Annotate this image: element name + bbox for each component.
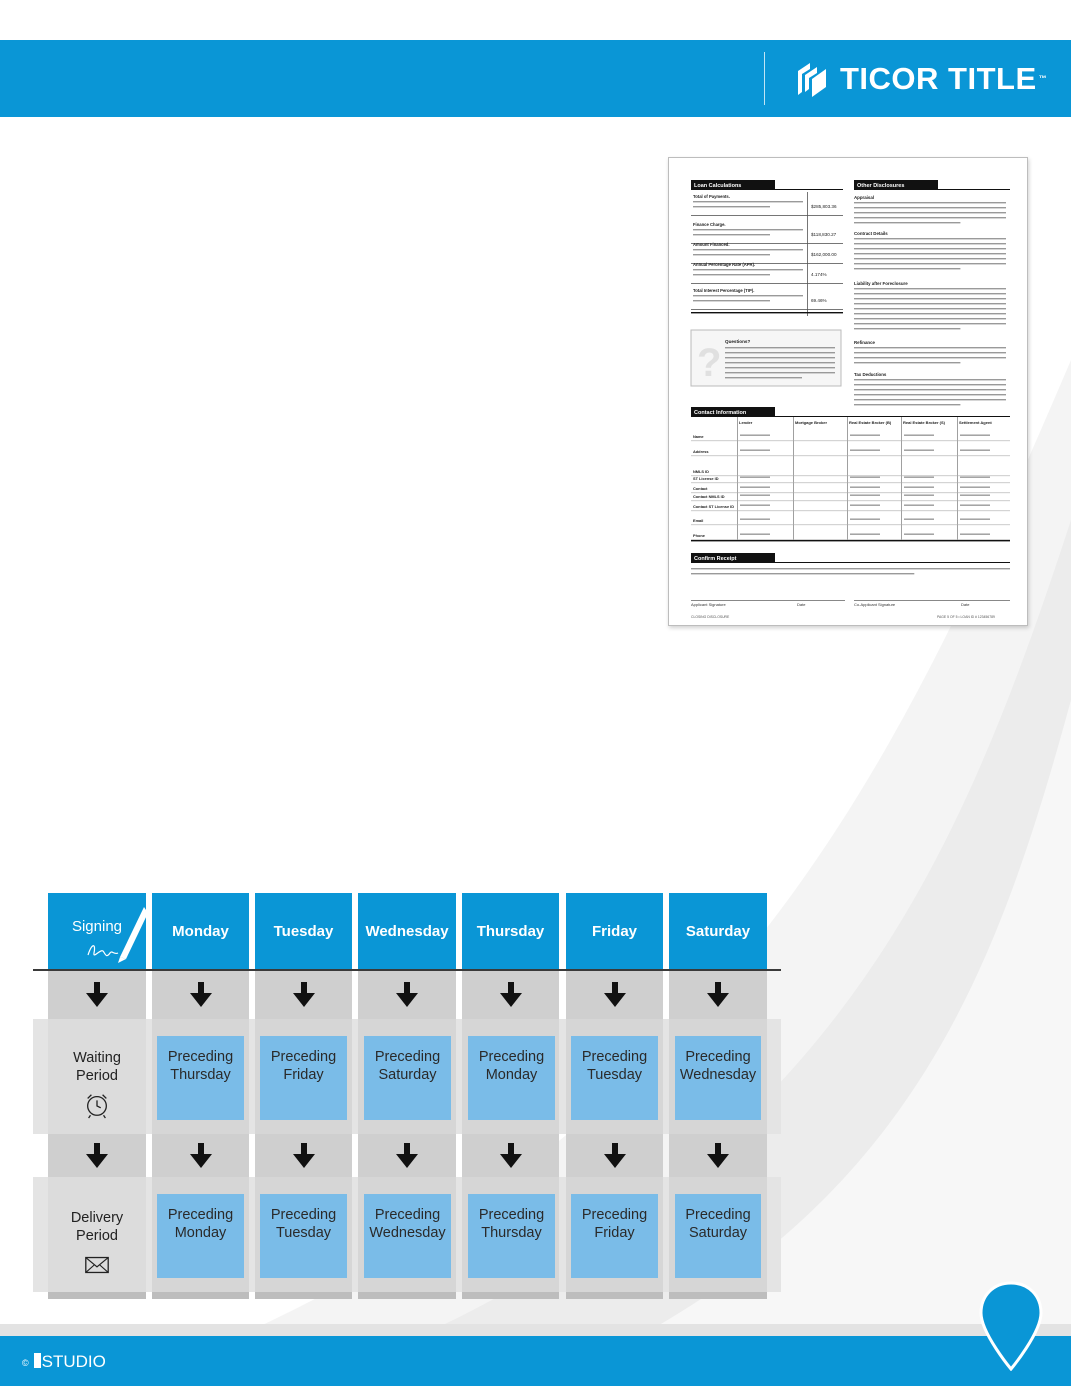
loan-row-label: Total Interest Percentage (TIP). bbox=[693, 288, 755, 293]
arrow-cell-0-1 bbox=[152, 971, 249, 1019]
arrow-cell-0-0 bbox=[48, 971, 146, 1019]
form-footer-right: PAGE 5 OF 5 • LOAN ID # 123456789 bbox=[937, 615, 995, 619]
box-line: Preceding bbox=[478, 1049, 545, 1065]
arrow-cell-1-1 bbox=[152, 1134, 249, 1177]
loan-row-value: 4.174% bbox=[811, 272, 827, 277]
column-foot-5 bbox=[566, 1292, 663, 1299]
waiting-box bbox=[468, 1036, 555, 1120]
column-foot-0 bbox=[48, 1292, 146, 1299]
header-label: Tuesday bbox=[273, 923, 334, 940]
contact-column-header: Real Estate Broker (B) bbox=[849, 420, 892, 425]
header-tuesday bbox=[255, 893, 352, 970]
contact-row-label: Contact NMLS ID bbox=[693, 494, 725, 499]
contact-information-title: Contact Information bbox=[694, 410, 747, 416]
delivery-label-line: Period bbox=[76, 1228, 118, 1244]
down-arrow-icon bbox=[707, 982, 729, 1008]
contact-row-label: Contact ST License ID bbox=[693, 504, 735, 509]
contact-row-label: Email bbox=[693, 518, 704, 523]
waiting-label-line: Period bbox=[76, 1068, 118, 1084]
header-label: Friday bbox=[591, 923, 637, 940]
down-arrow-icon bbox=[396, 982, 418, 1008]
delivery-box bbox=[468, 1194, 555, 1278]
box-line: Monday bbox=[485, 1067, 538, 1083]
box-line: Preceding bbox=[270, 1207, 337, 1223]
contact-row-label: Address bbox=[693, 449, 709, 454]
envelope-icon bbox=[83, 1251, 111, 1279]
delivery-label-line: Delivery bbox=[70, 1210, 124, 1226]
box-line: Preceding bbox=[478, 1207, 545, 1223]
loan-row-label: Annual Percentage Rate (APR). bbox=[693, 262, 756, 267]
loan-row-label: Amount Financed. bbox=[693, 242, 730, 247]
box-line: Wednesday bbox=[679, 1067, 757, 1083]
header-thursday bbox=[462, 893, 559, 970]
waiting-label-line: Waiting bbox=[73, 1050, 121, 1066]
box-line: Thursday bbox=[481, 1225, 542, 1241]
box-line: Preceding bbox=[685, 1049, 751, 1065]
waiting-box bbox=[260, 1036, 347, 1120]
contact-row-label: NMLS ID bbox=[693, 469, 709, 474]
column-foot-6 bbox=[669, 1292, 767, 1299]
delivery-box-text bbox=[479, 1206, 544, 1242]
down-arrow-icon bbox=[86, 982, 108, 1008]
loan-row-value: $285,803.36 bbox=[811, 204, 837, 209]
applicant-signature-label: Applicant Signature bbox=[691, 602, 726, 607]
header-label: Signing bbox=[71, 918, 123, 935]
box-line: Saturday bbox=[378, 1067, 437, 1083]
disclosure-heading: Refinance bbox=[854, 340, 875, 345]
down-arrow-icon bbox=[707, 1143, 729, 1169]
studio-mark-icon bbox=[34, 1353, 41, 1368]
down-arrow-icon bbox=[190, 1143, 212, 1169]
contact-row-label: Name bbox=[693, 434, 704, 439]
box-line: Preceding bbox=[581, 1049, 648, 1065]
arrow-cell-1-6 bbox=[669, 1134, 767, 1177]
arrow-cell-0-3 bbox=[358, 971, 456, 1019]
box-line: Friday bbox=[594, 1225, 635, 1241]
waiting-box bbox=[571, 1036, 658, 1120]
delivery-box-text bbox=[168, 1206, 233, 1242]
loan-calculations-title: Loan Calculations bbox=[694, 183, 742, 189]
header-label: Thursday bbox=[476, 923, 545, 940]
box-line: Preceding bbox=[581, 1207, 648, 1223]
contact-row-label: ST License ID bbox=[693, 476, 719, 481]
loan-row-value: 69.46% bbox=[811, 298, 827, 303]
box-line: Tuesday bbox=[586, 1067, 643, 1083]
contact-column-header: Real Estate Broker (S) bbox=[903, 420, 946, 425]
header-label: Wednesday bbox=[365, 923, 449, 940]
delivery-box-text bbox=[582, 1206, 647, 1242]
down-arrow-icon bbox=[396, 1143, 418, 1169]
box-line: Preceding bbox=[167, 1207, 234, 1223]
box-line: Preceding bbox=[374, 1049, 441, 1065]
waiting-box-text bbox=[479, 1048, 544, 1084]
delivery-box-text bbox=[685, 1206, 750, 1242]
form-footer-left: CLOSING DISCLOSURE bbox=[691, 615, 730, 619]
down-arrow-icon bbox=[86, 1143, 108, 1169]
arrow-cell-0-4 bbox=[462, 971, 559, 1019]
date-label: Date bbox=[797, 602, 806, 607]
waiting-period-label bbox=[48, 1049, 146, 1124]
header-wednesday bbox=[358, 893, 456, 970]
header-saturday bbox=[669, 893, 767, 970]
loan-row-value: $118,830.27 bbox=[811, 232, 837, 237]
location-pin-icon bbox=[978, 1281, 1044, 1371]
waiting-box-text bbox=[375, 1048, 440, 1084]
box-line: Preceding bbox=[374, 1207, 441, 1223]
box-line: Wednesday bbox=[369, 1225, 446, 1241]
alarm-clock-icon bbox=[83, 1091, 111, 1119]
box-line: Preceding bbox=[167, 1049, 234, 1065]
arrow-cell-0-6 bbox=[669, 971, 767, 1019]
waiting-box-text bbox=[582, 1048, 647, 1084]
delivery-box-text bbox=[271, 1206, 336, 1242]
arrow-cell-1-3 bbox=[358, 1134, 456, 1177]
waiting-box bbox=[364, 1036, 451, 1120]
header-label: Saturday bbox=[685, 923, 751, 940]
box-line: Thursday bbox=[170, 1067, 231, 1083]
down-arrow-icon bbox=[293, 982, 315, 1008]
loan-row-value: $162,000.00 bbox=[811, 252, 837, 257]
delivery-box bbox=[675, 1194, 761, 1278]
contact-column-header: Settlement Agent bbox=[959, 420, 992, 425]
arrow-cell-1-5 bbox=[566, 1134, 663, 1177]
box-line: Preceding bbox=[270, 1049, 337, 1065]
contact-column-header: Mortgage Broker bbox=[795, 420, 828, 425]
header-monday bbox=[152, 893, 249, 970]
disclosure-heading: Tax Deductions bbox=[854, 372, 887, 377]
date-label: Date bbox=[961, 602, 970, 607]
delivery-box bbox=[260, 1194, 347, 1278]
question-mark-icon: ? bbox=[697, 341, 722, 385]
disclosure-heading: Liability after Foreclosure bbox=[854, 281, 908, 286]
down-arrow-icon bbox=[190, 982, 212, 1008]
down-arrow-icon bbox=[500, 1143, 522, 1169]
contact-column-header: Lender bbox=[739, 420, 753, 425]
column-foot-2 bbox=[255, 1292, 352, 1299]
delivery-box bbox=[364, 1194, 451, 1278]
waiting-box-text bbox=[271, 1048, 336, 1084]
delivery-box bbox=[157, 1194, 244, 1278]
pen-signature-icon bbox=[48, 893, 146, 970]
confirm-receipt-title: Confirm Receipt bbox=[694, 556, 737, 562]
delivery-box-text bbox=[369, 1206, 445, 1242]
arrow-cell-0-2 bbox=[255, 971, 352, 1019]
box-line: Preceding bbox=[685, 1207, 751, 1223]
contact-row-label: Contact bbox=[693, 486, 708, 491]
waiting-box bbox=[157, 1036, 244, 1120]
other-disclosures-title: Other Disclosures bbox=[857, 183, 905, 189]
header-label: Monday bbox=[172, 923, 229, 940]
disclosure-heading: Appraisal bbox=[854, 195, 875, 200]
column-foot-1 bbox=[152, 1292, 249, 1299]
footer-brand: © STUDIO bbox=[22, 1352, 106, 1371]
column-foot-3 bbox=[358, 1292, 456, 1299]
footer-bar bbox=[0, 1336, 1071, 1386]
contact-row-label: Phone bbox=[693, 533, 705, 538]
brand-name: TICOR TITLE ™ bbox=[840, 61, 1048, 96]
down-arrow-icon bbox=[293, 1143, 315, 1169]
waiting-box-text bbox=[168, 1048, 233, 1084]
delivery-box bbox=[571, 1194, 658, 1278]
loan-row-label: Finance Charge. bbox=[693, 222, 726, 227]
delivery-period-label bbox=[48, 1209, 146, 1284]
loan-row-label: Total of Payments. bbox=[693, 194, 730, 199]
arrow-cell-0-5 bbox=[566, 971, 663, 1019]
column-foot-4 bbox=[462, 1292, 559, 1299]
header-friday bbox=[566, 893, 663, 970]
down-arrow-icon bbox=[500, 982, 522, 1008]
box-line: Friday bbox=[283, 1067, 324, 1083]
co-applicant-signature-label: Co-Applicant Signature bbox=[854, 602, 896, 607]
disclosure-heading: Contract Details bbox=[854, 231, 888, 236]
down-arrow-icon bbox=[604, 1143, 626, 1169]
waiting-box bbox=[675, 1036, 761, 1120]
questions-label: Questions? bbox=[725, 339, 751, 344]
arrow-cell-1-4 bbox=[462, 1134, 559, 1177]
box-line: Tuesday bbox=[275, 1225, 332, 1241]
arrow-cell-1-0 bbox=[48, 1134, 146, 1177]
arrow-cell-1-2 bbox=[255, 1134, 352, 1177]
box-line: Monday bbox=[174, 1225, 227, 1241]
waiting-box-text bbox=[680, 1048, 756, 1084]
down-arrow-icon bbox=[604, 982, 626, 1008]
box-line: Saturday bbox=[688, 1225, 748, 1241]
